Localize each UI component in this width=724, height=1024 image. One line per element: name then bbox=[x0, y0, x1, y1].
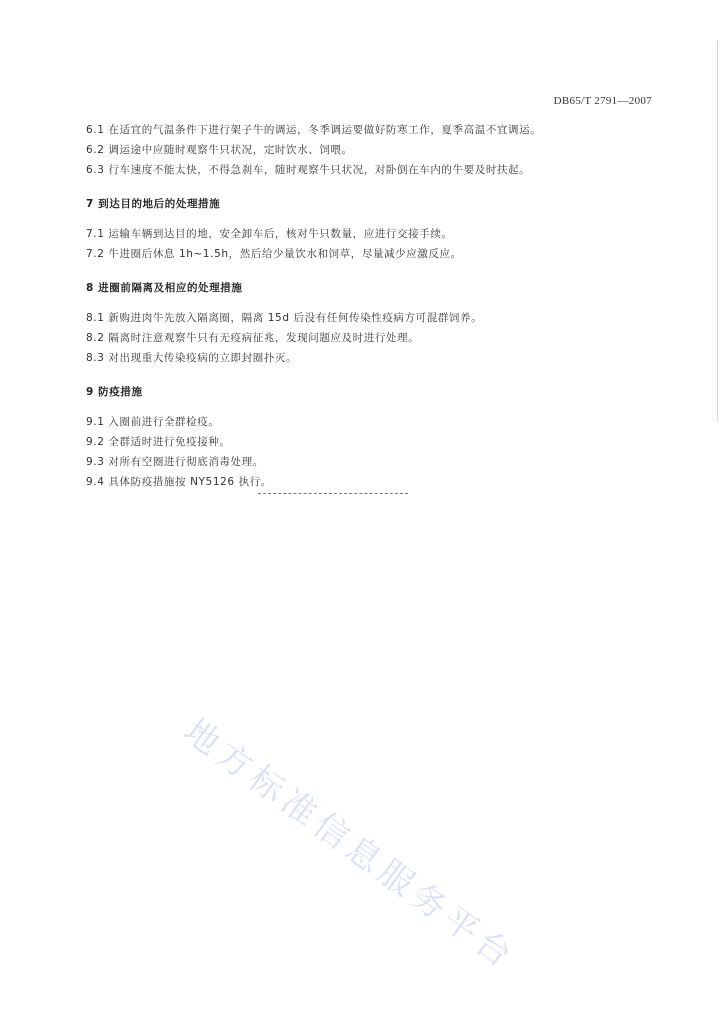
section-8-heading: 8 进圈前隔离及相应的处理措施 bbox=[86, 282, 243, 294]
section-9 bbox=[86, 382, 656, 492]
section-7 bbox=[86, 194, 656, 264]
document-code: DB65/T 2791—2007 bbox=[553, 95, 652, 107]
paragraph-7-1: 7.1 运输车辆到达目的地，安全卸车后，核对牛只数量，应进行交接手续。 bbox=[86, 228, 453, 240]
end-of-document-rule bbox=[258, 493, 408, 494]
paragraph-9-1: 9.1 入圈前进行全群检疫。 bbox=[86, 416, 220, 428]
paragraph-8-3: 8.3 对出现重大传染疫病的立即封圈扑灭。 bbox=[86, 352, 298, 364]
section-7-heading: 7 到达目的地后的处理措施 bbox=[86, 198, 221, 210]
section-9-heading: 9 防疫措施 bbox=[86, 386, 143, 398]
paragraph-9-2: 9.2 全群适时进行免疫接种。 bbox=[86, 436, 231, 448]
watermark: 地方标准信息服务平台 bbox=[176, 711, 524, 979]
paragraph-9-4: 9.4 具体防疫措施按 NY5126 执行。 bbox=[86, 476, 272, 488]
paragraph-6-2: 6.2 调运途中应随时观察牛只状况，定时饮水、饲喂。 bbox=[86, 144, 353, 156]
paragraph-6-3: 6.3 行车速度不能太快，不得急刹车，随时观察牛只状况，对卧倒在车内的牛要及时扶起。 bbox=[86, 164, 531, 176]
section-6 bbox=[86, 120, 656, 180]
paragraph-8-2: 8.2 隔离时注意观察牛只有无疫病征兆，发现问题应及时进行处理。 bbox=[86, 332, 420, 344]
paragraph-6-1: 6.1 在适宜的气温条件下进行架子牛的调运，冬季调运要做好防寒工作，夏季高温不宜调运。 bbox=[86, 124, 542, 136]
section-8 bbox=[86, 278, 656, 368]
paragraph-8-1: 8.1 新购进肉牛先放入隔离圈，隔离 15d 后没有任何传染性疫病方可混群饲养。 bbox=[86, 312, 483, 324]
paragraph-7-2: 7.2 牛进圈后休息 1h~1.5h，然后给少量饮水和饲草，尽量减少应激反应。 bbox=[86, 248, 462, 260]
document-body bbox=[86, 120, 656, 492]
paragraph-9-3: 9.3 对所有空圈进行彻底消毒处理。 bbox=[86, 456, 264, 468]
scan-edge-marks bbox=[717, 40, 724, 420]
